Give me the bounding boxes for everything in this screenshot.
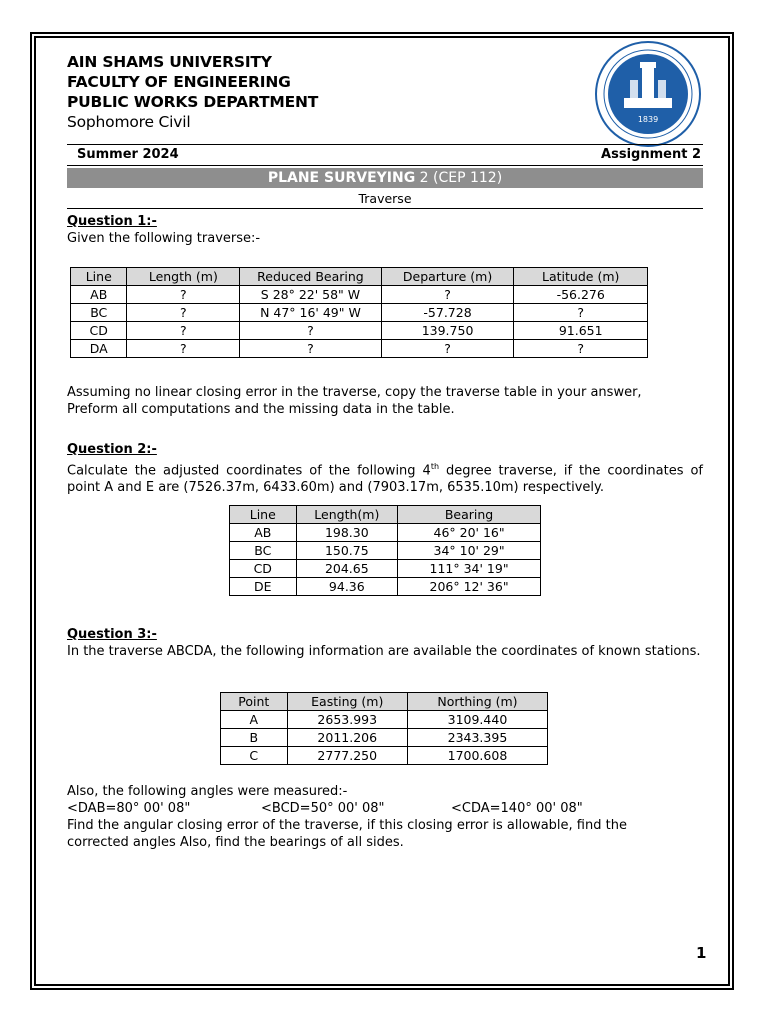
course-code: 2 (CEP 112) <box>419 170 503 186</box>
question-1-table <box>70 267 648 358</box>
table-cell: 150.75 <box>296 542 398 560</box>
table-cell: AB <box>230 524 297 542</box>
table-row <box>71 340 648 358</box>
table-row <box>230 542 541 560</box>
faculty-name: FACULTY OF ENGINEERING <box>67 73 291 91</box>
angle-dab: <DAB=80° 00' 08" <box>67 801 191 816</box>
table-cell: 94.36 <box>296 578 398 596</box>
table-cell: S 28° 22' 58" W <box>240 286 381 304</box>
table-cell: -56.276 <box>514 286 648 304</box>
table-row <box>71 322 648 340</box>
department-name: PUBLIC WORKS DEPARTMENT <box>67 93 319 111</box>
question-3-heading: Question 3:- <box>67 627 157 642</box>
column-header: Departure (m) <box>381 268 514 286</box>
assignment-label: Assignment 2 <box>601 147 701 162</box>
table-row <box>221 747 548 765</box>
header-divider <box>67 144 703 145</box>
table-cell: 198.30 <box>296 524 398 542</box>
table-row <box>221 711 548 729</box>
table-cell: N 47° 16' 49" W <box>240 304 381 322</box>
table-cell: AB <box>71 286 127 304</box>
angle-bcd: <BCD=50° 00' 08" <box>261 801 385 816</box>
angle-cda: <CDA=140° 00' 08" <box>451 801 583 816</box>
question-3 <box>67 626 703 660</box>
table-cell: 204.65 <box>296 560 398 578</box>
table-cell: -57.728 <box>381 304 514 322</box>
table-cell: 3109.440 <box>407 711 547 729</box>
year-level: Sophomore Civil <box>67 113 191 131</box>
column-header: Easting (m) <box>287 693 407 711</box>
table-cell: ? <box>240 340 381 358</box>
column-header: Line <box>71 268 127 286</box>
table-row <box>221 729 548 747</box>
table-cell: ? <box>127 340 240 358</box>
question-1-intro: Given the following traverse:- <box>67 231 261 246</box>
question-2 <box>67 441 703 496</box>
table-cell: 1700.608 <box>407 747 547 765</box>
question-3-table <box>220 692 548 765</box>
question-1-instructions <box>67 384 703 418</box>
table-cell: 91.651 <box>514 322 648 340</box>
table-header-row <box>221 693 548 711</box>
column-header: Reduced Bearing <box>240 268 381 286</box>
table-cell: ? <box>127 304 240 322</box>
table-cell: 111° 34' 19" <box>398 560 541 578</box>
table-cell: ? <box>514 340 648 358</box>
column-header: Length(m) <box>296 506 398 524</box>
table-cell: ? <box>381 340 514 358</box>
table-cell: DA <box>71 340 127 358</box>
table-cell: BC <box>230 542 297 560</box>
logo-year: 1839 <box>637 115 659 124</box>
table-cell: A <box>221 711 288 729</box>
subtitle-divider <box>67 208 703 209</box>
measured-angles-row <box>67 800 703 817</box>
header-block <box>67 52 703 132</box>
table-cell: ? <box>240 322 381 340</box>
table-cell: 34° 10' 29" <box>398 542 541 560</box>
table-cell: 46° 20' 16" <box>398 524 541 542</box>
question-1-text-line-1: Assuming no linear closing error in the traverse, copy the traverse table in your answer, <box>67 385 642 400</box>
table-cell: CD <box>230 560 297 578</box>
table-cell: CD <box>71 322 127 340</box>
table-cell: ? <box>127 322 240 340</box>
table-cell: 206° 12' 36" <box>398 578 541 596</box>
table-cell: B <box>221 729 288 747</box>
question-2-table <box>229 505 541 596</box>
term-label: Summer 2024 <box>77 147 179 162</box>
page-number: 1 <box>696 944 707 962</box>
table-row <box>71 304 648 322</box>
column-header: Latitude (m) <box>514 268 648 286</box>
question-3-text-3: Find the angular closing error of the traverse, if this closing error is allowable, find the <box>67 818 627 833</box>
table-cell: ? <box>127 286 240 304</box>
table-cell: BC <box>71 304 127 322</box>
table-row <box>230 560 541 578</box>
column-header: Point <box>221 693 288 711</box>
question-3-text-1: In the traverse ABCDA, the following information are available the coordinates of known stations. <box>67 644 701 659</box>
table-row <box>230 578 541 596</box>
table-cell: DE <box>230 578 297 596</box>
table-cell: 2653.993 <box>287 711 407 729</box>
section-subtitle: Traverse <box>358 191 412 206</box>
table-cell: C <box>221 747 288 765</box>
column-header: Length (m) <box>127 268 240 286</box>
question-2-heading: Question 2:- <box>67 442 157 457</box>
table-cell: 139.750 <box>381 322 514 340</box>
table-row <box>230 524 541 542</box>
table-cell: 2011.206 <box>287 729 407 747</box>
question-1 <box>67 213 703 247</box>
table-cell: ? <box>514 304 648 322</box>
table-cell: ? <box>381 286 514 304</box>
question-1-text-line-2: Preform all computations and the missing data in the table. <box>67 402 455 417</box>
question-3-angles <box>67 783 703 851</box>
university-name: AIN SHAMS UNIVERSITY <box>67 53 272 71</box>
document-page <box>67 52 703 850</box>
term-divider <box>67 165 703 166</box>
question-3-text-2: Also, the following angles were measured:- <box>67 784 348 799</box>
course-title: PLANE SURVEYING <box>267 170 416 186</box>
question-3-text-4: corrected angles Also, find the bearings of all sides. <box>67 835 404 850</box>
table-cell: 2343.395 <box>407 729 547 747</box>
table-header-row <box>230 506 541 524</box>
table-cell: 2777.250 <box>287 747 407 765</box>
table-header-row <box>71 268 648 286</box>
column-header: Line <box>230 506 297 524</box>
table-row <box>71 286 648 304</box>
course-banner <box>67 168 703 188</box>
question-1-heading: Question 1:- <box>67 214 157 229</box>
column-header: Bearing <box>398 506 541 524</box>
question-2-text: Calculate the adjusted coordinates of the following 4th degree traverse, if the coordinates of point A and E are (7526.37m, 6433.60m) and (7903.17m, 6535.10m) respectively. <box>67 462 703 496</box>
column-header: Northing (m) <box>407 693 547 711</box>
